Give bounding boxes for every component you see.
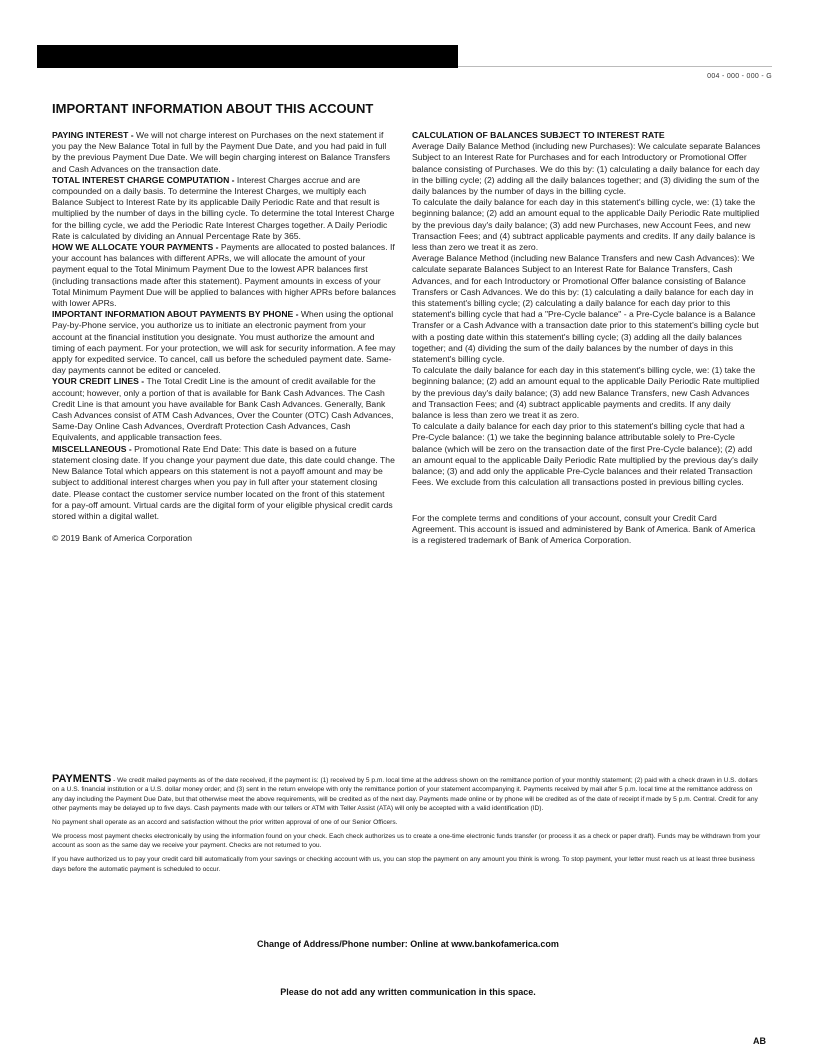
credit-lines-section [52, 376, 396, 443]
payments-section [52, 775, 762, 879]
calc-paragraph-2: To calculate the daily balance for each day in this statement's billing cycle, we: (1) take the beginning balance; (2) add an amount equal to the applicable Daily Periodic Rate multiplied by the previous day's daily balance; (3) add new Purchases, new Account Fees, and new Transaction Fees; and (4) subtract applicable payments and credits. If any daily balance is less than zero we treat it as zero. [412, 197, 760, 253]
left-column [52, 130, 396, 544]
miscellaneous-heading: MISCELLANEOUS - [52, 443, 135, 454]
payments-heading: PAYMENTS [52, 773, 112, 785]
allocate-payments-text: Payments are allocated to posted balances. If your account has balances with different APRs, we will allocate the amount of your payment equal to the Total Minimum Payment Due to the lowest APR balances first (including transactions made after this statement). Payment amounts in excess of your Total Minimum Payment Due will be applied to balances with higher APRs before balances with lower APRs. [52, 242, 396, 309]
phone-payments-heading: IMPORTANT INFORMATION ABOUT PAYMENTS BY PHONE - [52, 309, 301, 320]
payments-paragraph-3: We process most payment checks electronically by using the information found on your check. Each check authorizes us to create a one-time electronic funds transfer (or process it as a check or paper draft). Funds may be withdrawn from your account as soon as the same day we receive your payment. Checks are not returned to you. [52, 833, 761, 850]
phone-payments-text: When using the optional Pay-by-Phone service, you authorize us to initiate an electronic payment from your account at the financial institution you designate. You must authorize the amount and timing of each payment. For your protection, we will ask for security information. A fee may apply for expedited service. To cancel, call us before the scheduled payment date. Same-day payments cannot be edited or canceled. [52, 309, 396, 376]
payments-paragraph-1 [52, 775, 762, 814]
footer-code: AB [753, 1036, 766, 1046]
address-change-notice: Change of Address/Phone number: Online at www.bankofamerica.com [257, 939, 559, 949]
calculation-heading: CALCULATION OF BALANCES SUBJECT TO INTEREST RATE [412, 130, 665, 140]
no-writing-notice: Please do not add any written communication in this space. [280, 987, 536, 997]
payments-paragraph-2: No payment shall operate as an accord and satisfaction without the prior written approval of one of our Senior Officers. [52, 819, 398, 827]
miscellaneous-text: Promotional Rate End Date: This date is based on a future statement closing date. If you change your payment due date, this date could change. The New Balance Total which appears on this statement is not a payoff amount and may be subject to additional interest charges when you pay in full after your statement closing date. Please contact the customer service number located on the front of this statement for a pay-off amount. Virtual cards are the digital form of your eligible physical credit cards stored within a digital wallet. [52, 443, 395, 521]
terms-notice: For the complete terms and conditions of your account, consult your Credit Card Agreement. This account is issued and administered by Bank of America. Bank of America is a registered trademark of Bank of America Corporation. [412, 512, 756, 545]
credit-lines-text: The Total Credit Line is the amount of credit available for the account; however, only a portion of that is available for Bank Cash Advances. The Cash Credit Line is that amount you have available for Bank Cash Advances. Generally, Bank Cash Advances consist of ATM Cash Advances, Over the Counter (OTC) Cash Advances, Same-Day Online Cash Advances, Overdraft Protection Cash Advances, Cash Equivalents, and applicable transaction fees. [52, 376, 394, 443]
page-title: IMPORTANT INFORMATION ABOUT THIS ACCOUNT [52, 101, 374, 116]
calc-paragraph-1: Average Daily Balance Method (including new Purchases): We calculate separate Balances Subject to an Interest Rate for Purchases and for each Introductory or Promotional Offer balance consisting of Purchases. We do this by: (1) calculating a daily balance for each day in the billing cycle; (2) adding all the daily balances together; and (3) dividing the sum of the daily balances by the number of days in the billing cycle. [412, 141, 761, 197]
copyright: © 2019 Bank of America Corporation [52, 533, 193, 544]
paying-interest-heading: PAYING INTEREST - [52, 130, 137, 140]
interest-computation-text: Interest Charges accrue and are compounded on a daily basis. To determine the Interest Charges, we multiply each Balance Subject to Interest Rate by its applicable Daily Periodic Rate and that result is multiplied by the number of days in the billing cycle. To determine the total Interest Charge for the billing cycle, we add the Periodic Rate Interest Charges together. A Daily Periodic Rate is calculated by dividing an Annual Percentage Rate by 365. [52, 174, 395, 241]
payments-text: - We credit mailed payments as of the date received, if the payment is: (1) received by 5 p.m. local time at the address shown on the remittance portion of your monthly statement; (2) paid with a check drawn in U.S. dollars on a U.S. financial institution or a U.S. dollar money order; and (3) sent in the return envelope with only the remittance portion of your statement accompanying it. Payments received by mail after 5 p.m. local time at the remittance address on any day including the Payment Due Date, but that otherwise meet the above requirements, will be credited as of the next day. Payments made online or by phone will be credited as of the date of receipt if made by 5 p.m. Central. Credit for any other payments may be delayed up to five days. Cash payments made with our tellers or ATM with Teller Assist (ATA) will only be accepted with a valid identification (ID). [52, 777, 758, 813]
header-divider [458, 66, 772, 67]
interest-computation-section [52, 175, 396, 242]
account-code: 004 - 000 - 000 - G [707, 73, 772, 80]
right-column [412, 130, 762, 546]
interest-computation-heading: TOTAL INTEREST CHARGE COMPUTATION - [52, 174, 237, 185]
allocate-payments-heading: HOW WE ALLOCATE YOUR PAYMENTS - [52, 242, 221, 253]
allocate-payments-section [52, 242, 396, 309]
paying-interest-text: We will not charge interest on Purchases on the next statement if you pay the New Balance Total in full by the Payment Due Date, and you had paid in full by the previous Payment Due Date. We will begin charging interest on Balance Transfers and Cash Advances on the transaction date. [52, 130, 391, 174]
redaction-bar [37, 45, 458, 68]
calc-paragraph-3: Average Balance Method (including new Balance Transfers and new Cash Advances): We calculate separate Balances Subject to an Interest Rate for Balance Transfers, Cash Advances, and for each Introductory or Promotional Offer balance consisting of Balance Transfers or Cash Advances. We do this by: (1) calculating a daily balance for each day in this statement's billing cycle; (2) calculating a daily balance for each day prior to this statement's billing cycle that had a "Pre-Cycle balance" - a Pre-Cycle balance is a Balance Transfer or a Cash Advance with a transaction date prior to this statement's billing cycle but with a posting date within this statement's billing cycle; (3) adding all the daily balances together; and (4) dividing the sum of the daily balances by the number of days in this statement's billing cycle. [412, 253, 759, 365]
credit-lines-heading: YOUR CREDIT LINES - [52, 376, 147, 387]
miscellaneous-section [52, 444, 396, 522]
calc-paragraph-5: To calculate a daily balance for each day prior to this statement's billing cycle that had a Pre-Cycle balance: (1) we take the beginning balance attributable solely to Pre-Cycle balance (which will be zero on the transaction date of the first Pre-Cycle balance); (2) add an amount equal to the applicable Daily Periodic Rate multiplied by the previous day's daily balance; (3) and add only the applicable Pre-Cycle balances and their related Transaction Fees. We exclude from this calculation all transactions posted in previous billing cycles. [412, 421, 759, 488]
phone-payments-section [52, 309, 396, 376]
payments-paragraph-4: If you have authorized us to pay your credit card bill automatically from your savings or checking account with us, you can stop the payment on any amount you think is wrong. To stop payment, your letter must reach us at least three business days before the automatic payment is scheduled to occur. [52, 856, 755, 873]
paying-interest-section [52, 130, 396, 175]
calc-paragraph-4: To calculate the daily balance for each day in this statement's billing cycle, we: (1) take the beginning balance; (2) add an amount equal to the applicable Daily Periodic Rate multiplied by the previous day's daily balance; (3) add new Balance Transfers, new Cash Advances and Transaction Fees; and (4) subtract applicable payments and credits. If any daily balance is less than zero we treat it as zero. [412, 365, 760, 421]
